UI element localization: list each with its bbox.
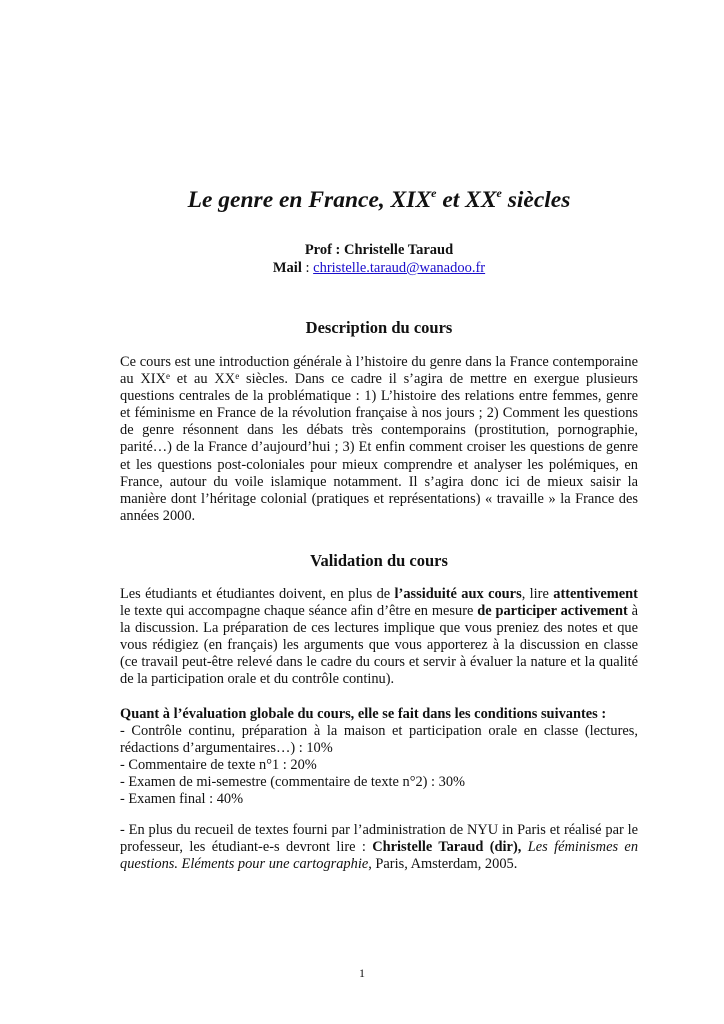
title-sup-1: e [431, 186, 437, 200]
validation-text-4: à la discussion. La préparation de ces lectures implique que vous preniez des notes et que vous rédigiez (en français) les arguments que vous apporterez à la discussion en classe (ce travail peut-être relevé dans le cadre du cours et servir à évaluer la nature et la qualité de la participation orale et du contrôle continu). [120, 603, 638, 688]
page-number: 1 [359, 966, 365, 980]
description-sup-1: e [165, 371, 170, 382]
professor-line: Prof : Christelle Taraud [304, 242, 454, 258]
validation-bold-3: de participer activement [477, 603, 628, 620]
description-text-1: Ce cours est une introduction générale à l’histoire du genre dans la France contemporaine au XIX [120, 354, 638, 388]
description-sup-2: e [235, 371, 240, 382]
validation-heading: Validation du cours [310, 551, 448, 570]
evaluation-item: - Contrôle continu, préparation à la maison et participation orale en classe (lectures, rédactions d’argumentaires…) : 10% [120, 723, 638, 757]
evaluation-heading-text: Quant à l’évaluation globale du cours, elle se fait dans les conditions suivantes : [120, 706, 607, 722]
readings-author: Christelle Taraud (dir), [372, 839, 522, 856]
evaluation-item: - Examen final : 40% [120, 791, 244, 808]
validation-bold-2: attentivement [553, 586, 638, 602]
evaluation-item: - Examen de mi-semestre (commentaire de texte n°2) : 30% [120, 774, 466, 791]
description-heading: Description du cours [305, 318, 453, 337]
evaluation-item: - Commentaire de texte n°1 : 20% [120, 757, 317, 774]
document-title [120, 185, 638, 215]
description-text-3: siècles. Dans ce cadre il s’agira de mettre en exergue plusieurs questions centrales de la problématique : 1) L’histoire des relations entre femmes, genre et féminisme en France de la révolution française à nos jours ; 2) Comment les questions de genre résonnent dans les débats très contemporains (prostitution, pornographie, parité…) de la France d’aujourd’hui ; 3) Et enfin comment croiser les questions de genre et les questions post-coloniales pour mieux comprendre et analyser les polémiques, en France, autour du voile islamique notamment. Il s’agira donc ici de mieux saisir la manière dont l’héritage colonial (pratiques et représentations) « travaille » la France des années 2000. [120, 371, 638, 524]
evaluation-heading [120, 706, 638, 723]
mail-link[interactable]: christelle.taraud@wanadoo.fr [313, 260, 486, 276]
mail-label: Mail [272, 260, 302, 276]
description-paragraph [120, 354, 638, 525]
validation-paragraph [120, 586, 638, 689]
evaluation-block [120, 706, 638, 809]
readings-book-title: Les féminismes en questions. Eléments pour une cartographie [120, 839, 639, 873]
validation-text-2: , lire [521, 586, 554, 602]
validation-bold-1: l’assiduité aux cours [394, 586, 522, 602]
readings-text-1: - En plus du recueil de textes fourni par l’administration de NYU in Paris et réalisé par le professeur, les étudiant-e-s devront lire : [120, 822, 638, 856]
title-sup-2: e [496, 186, 502, 200]
title-part-1: Le genre en France, XIX [187, 187, 432, 213]
validation-text-3: le texte qui accompagne chaque séance afin d’être en mesure [120, 603, 478, 620]
readings-text-3: , Paris, Amsterdam, 2005. [368, 856, 518, 873]
title-part-3: siècles [501, 187, 571, 213]
readings-paragraph [120, 822, 638, 873]
title-part-2: et XX [436, 187, 497, 213]
validation-text-1: Les étudiants et étudiantes doivent, en plus de [120, 586, 395, 602]
mail-separator: : [301, 260, 314, 276]
mail-line [120, 259, 638, 277]
description-text-2: et au XX [169, 371, 236, 388]
